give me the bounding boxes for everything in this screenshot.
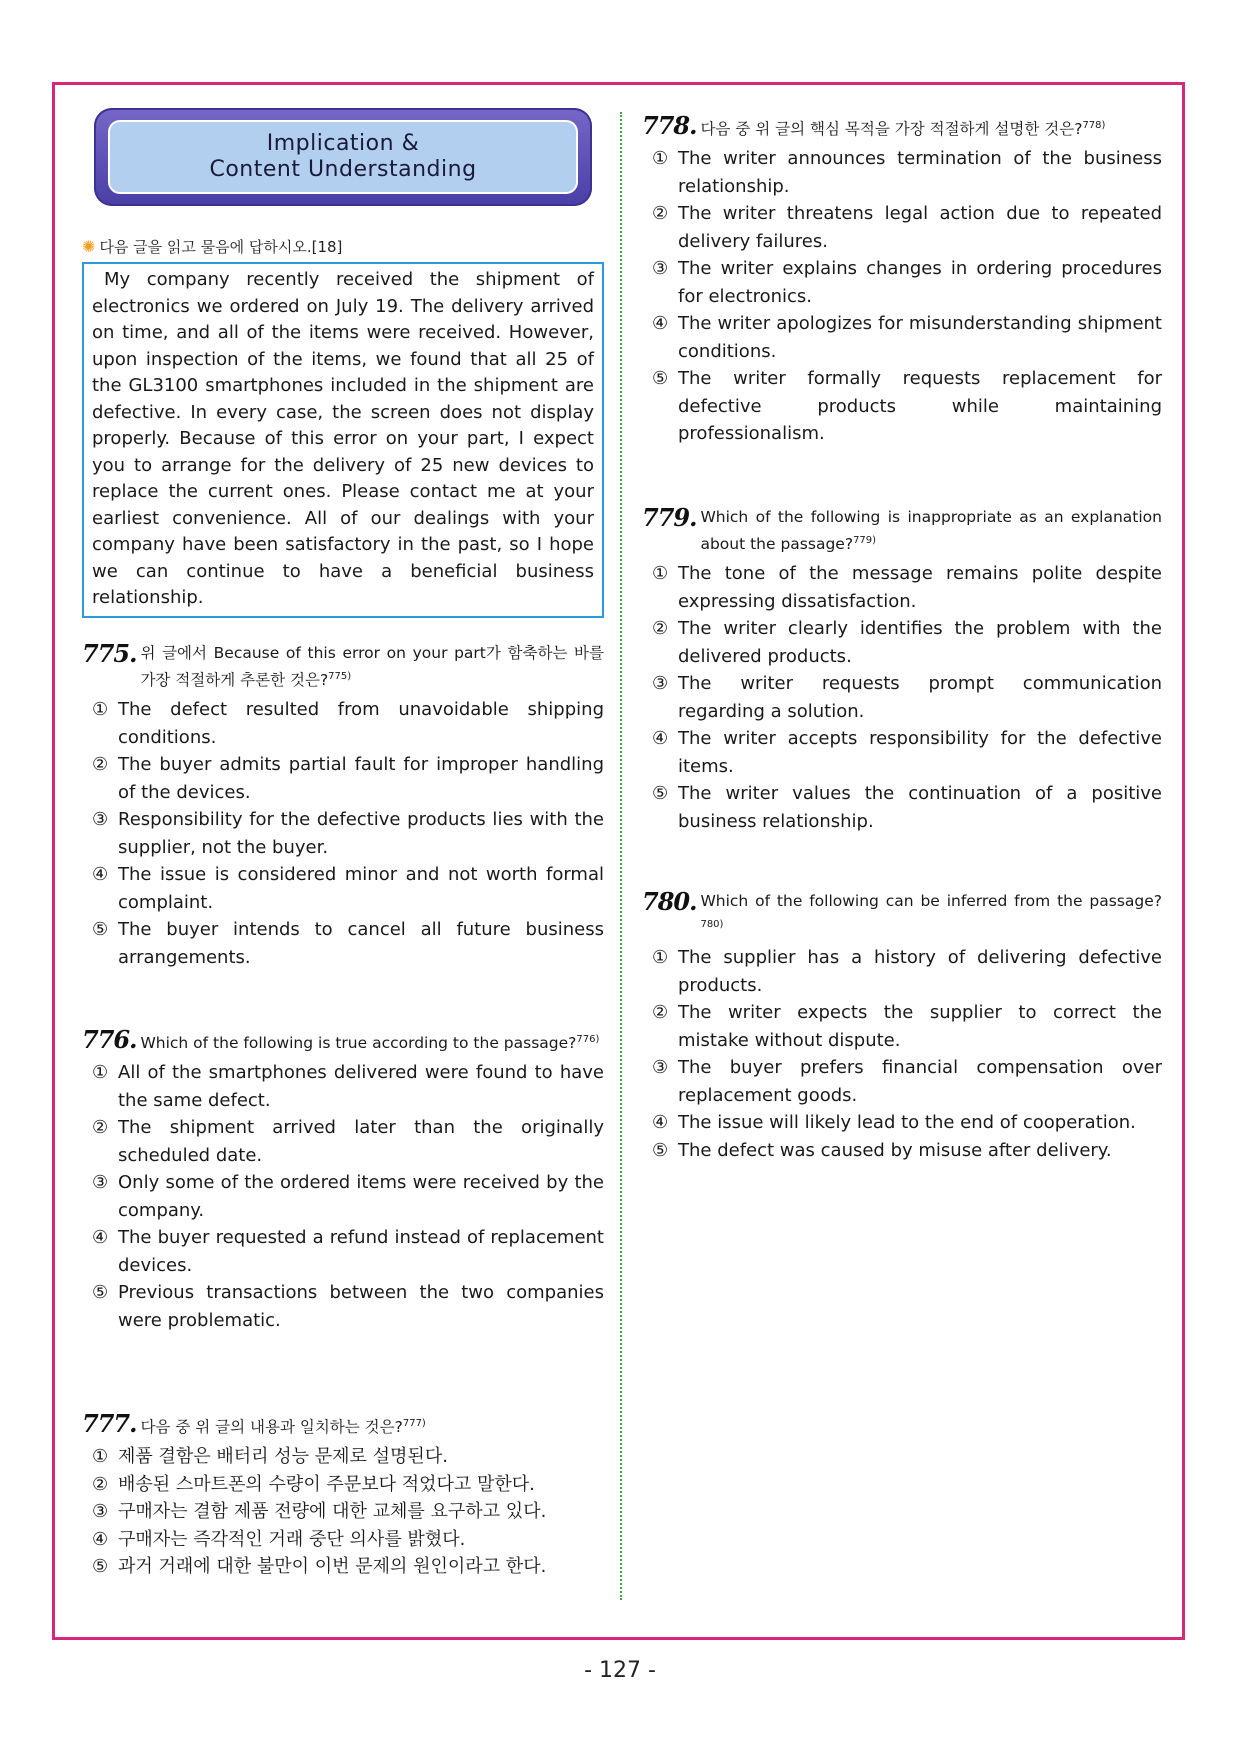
instruction-text: 다음 글을 읽고 물음에 답하시오.[18] [99,238,343,256]
footnote-ref: 779) [853,535,877,546]
option-3[interactable]: ③ 구매자는 결함 제품 전량에 대한 교체를 요구하고 있다. [92,1501,547,1523]
option-1[interactable]: ① The writer announces termination of the business relationship. [652,148,1162,197]
option-2[interactable]: ② The writer expects the supplier to correct the mistake without dispute. [652,1002,1162,1051]
option-3[interactable]: ③ Responsibility for the defective products lies with the supplier, not the buyer. [92,809,604,858]
column-divider [620,112,622,1600]
question-777 [82,1409,604,1581]
option-5[interactable]: ⑤ Previous transactions between the two companies were problematic. [92,1282,604,1331]
question-number: 775. [82,639,137,668]
option-5[interactable]: ⑤ The writer values the continuation of a positive business relationship. [652,783,1162,832]
question-text: Which of the following is true according to the passage? [140,1034,577,1053]
option-5[interactable]: ⑤ The writer formally requests replacement for defective products while maintaining professionalism. [652,368,1162,445]
option-4[interactable]: ④ The issue is considered minor and not worth formal complaint. [92,864,604,913]
question-776 [82,1025,604,1334]
option-4[interactable]: ④ The writer apologizes for misunderstanding shipment conditions. [652,313,1162,362]
option-5[interactable]: ⑤ The defect was caused by misuse after delivery. [652,1139,1112,1161]
question-text: 다음 중 위 글의 핵심 목적을 가장 적절하게 설명한 것은? [700,120,1083,139]
footnote-ref: 778) [1082,120,1106,131]
option-2[interactable]: ② 배송된 스마트폰의 수량이 주문보다 적었다고 말한다. [92,1473,535,1495]
question-number: 780. [642,887,697,916]
footnote-ref: 776) [576,1034,600,1045]
question-780 [642,887,1162,1164]
option-5[interactable]: ⑤ 과거 거래에 대한 불만이 이번 문제의 원인이라고 한다. [92,1556,547,1578]
option-1[interactable]: ① The supplier has a history of delivering defective products. [652,947,1162,996]
reading-passage: My company recently received the shipment of electronics we ordered on July 19. The delivery arrived on time, and all of the items were received. However, upon inspection of the items, we found that all 25 of the GL3100 smartphones included in the shipment are defective. In every case, the screen does not display properly. Because of this error on your part, I expect you to arrange for the delivery of 25 new devices to replace the current ones. Please contact me at your earliest convenience. All of our dealings with your company have been satisfactory in the past, so I hope we can continue to have a beneficial business relationship. [82,262,604,618]
question-number: 778. [642,111,697,140]
option-5[interactable]: ⑤ The buyer intends to cancel all future business arrangements. [92,919,604,968]
question-text: 위 글에서 Because of this error on your part가 함축하는 바를 가장 적절하게 추론한 것은? [140,644,604,690]
question-number: 777. [82,1409,137,1438]
option-1[interactable]: ① The tone of the message remains polite despite expressing dissatisfaction. [652,563,1162,612]
footnote-ref: 780) [700,919,724,930]
option-3[interactable]: ③ The writer requests prompt communication regarding a solution. [652,673,1162,722]
footnote-ref: 777) [402,1418,426,1429]
section-title: Implication & Content Understanding [209,131,477,182]
instruction [82,236,342,257]
option-2[interactable]: ② The writer threatens legal action due to repeated delivery failures. [652,203,1162,252]
question-text: Which of the following is inappropriate as an explanation about the passage? [700,508,1162,554]
option-4[interactable]: ④ The writer accepts responsibility for the defective items. [652,728,1162,777]
option-1[interactable]: ① All of the smartphones delivered were found to have the same defect. [92,1062,604,1111]
option-2[interactable]: ② The buyer admits partial fault for improper handling of the devices. [92,754,604,803]
question-775 [82,639,604,971]
question-text: Which of the following can be inferred from the passage? [700,892,1162,910]
option-4[interactable]: ④ The buyer requested a refund instead of replacement devices. [92,1227,604,1276]
option-3[interactable]: ③ The buyer prefers financial compensation over replacement goods. [652,1057,1162,1106]
option-2[interactable]: ② The writer clearly identifies the problem with the delivered products. [652,618,1162,667]
flower-icon: ✺ [82,237,96,256]
question-number: 776. [82,1025,137,1054]
option-3[interactable]: ③ The writer explains changes in ordering procedures for electronics. [652,258,1162,307]
option-3[interactable]: ③ Only some of the ordered items were received by the company. [92,1172,604,1221]
footnote-ref: 775) [328,671,352,682]
question-779 [642,503,1162,835]
option-2[interactable]: ② The shipment arrived later than the originally scheduled date. [92,1117,604,1166]
question-778 [642,111,1162,448]
question-text: 다음 중 위 글의 내용과 일치하는 것은? [140,1418,403,1437]
section-title-banner [94,108,592,206]
option-1[interactable]: ① 제품 결함은 배터리 성능 문제로 설명된다. [92,1446,448,1468]
option-4[interactable]: ④ 구매자는 즉각적인 거래 중단 의사를 밝혔다. [92,1528,466,1550]
page-number: - 127 - [584,1658,656,1683]
question-number: 779. [642,503,697,532]
option-4[interactable]: ④ The issue will likely lead to the end of cooperation. [652,1112,1136,1134]
option-1[interactable]: ① The defect resulted from unavoidable shipping conditions. [92,699,604,748]
